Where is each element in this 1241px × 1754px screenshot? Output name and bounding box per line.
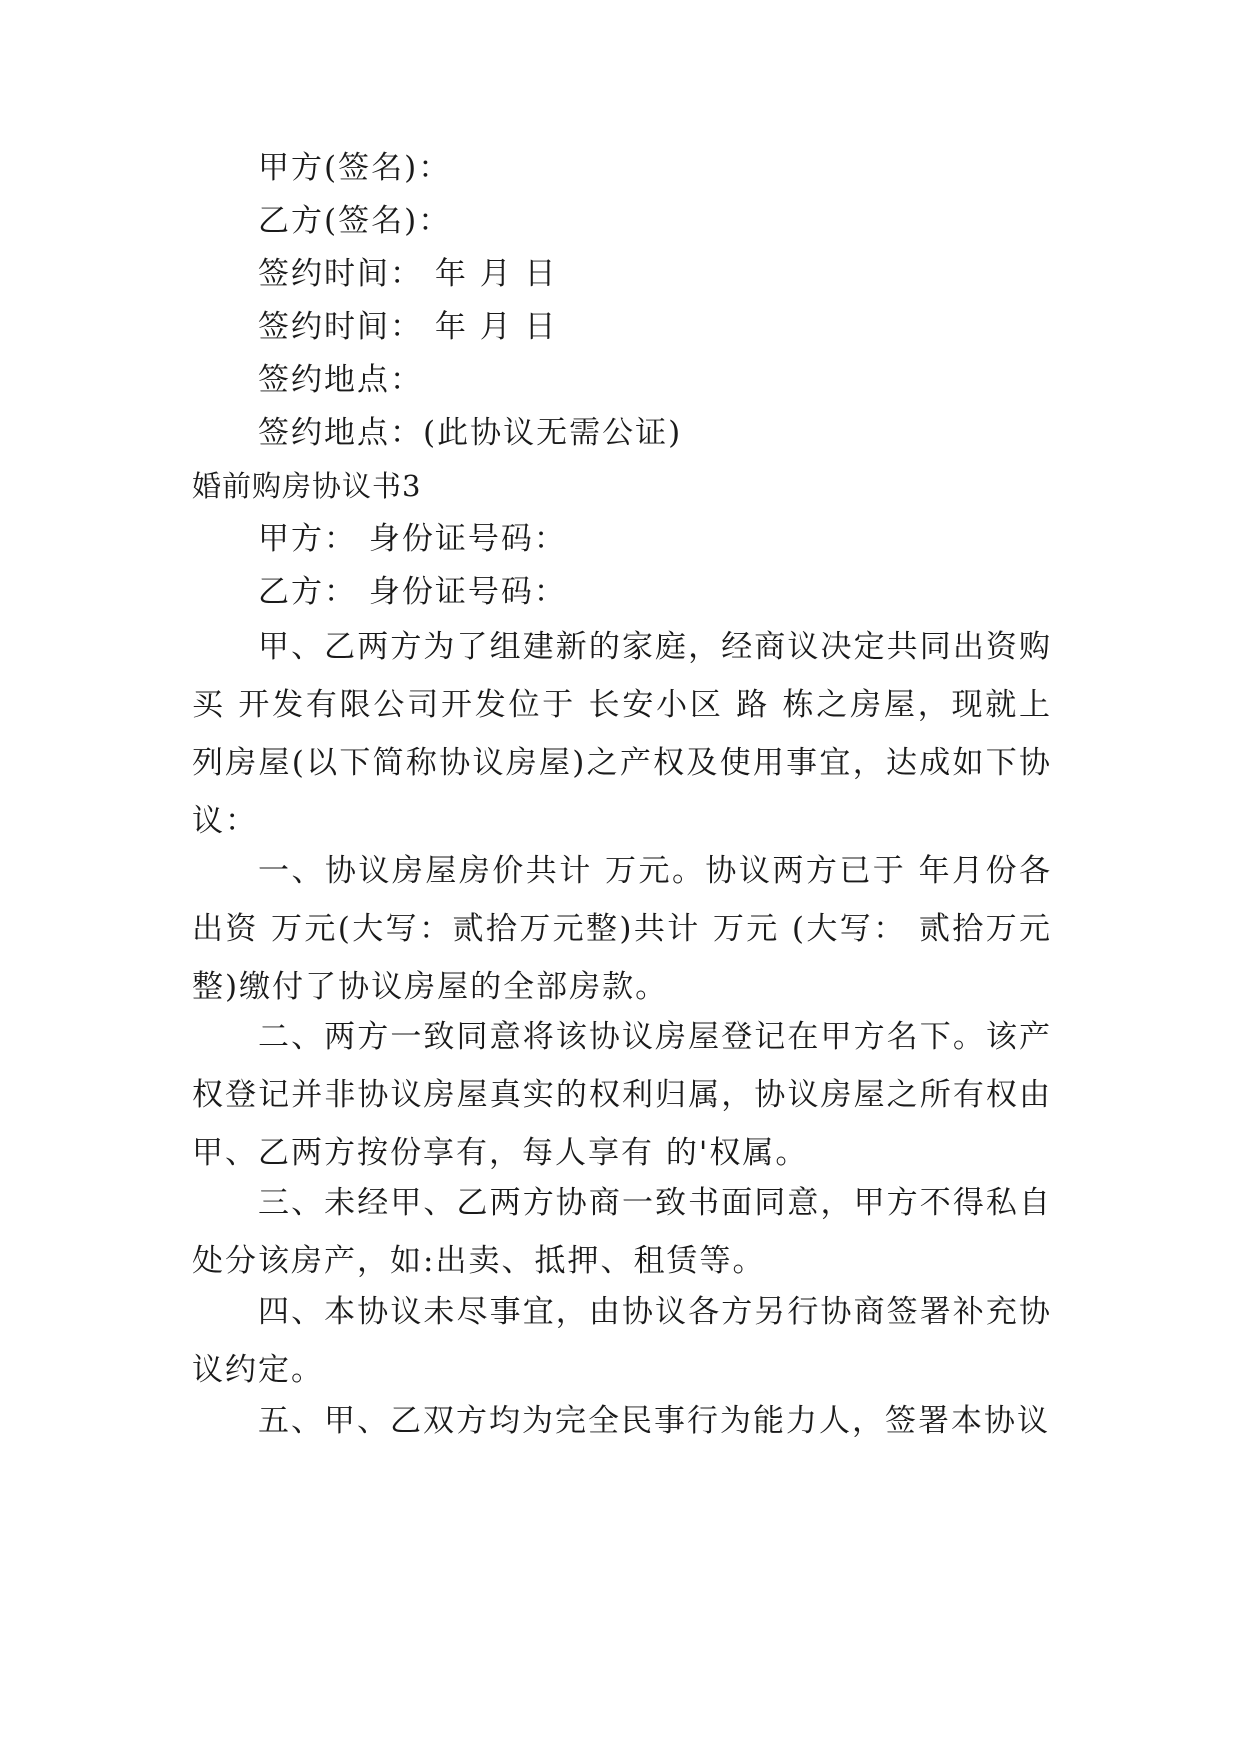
sign-date-line: 签约时间： 年 月 日: [258, 256, 558, 292]
agreement-paragraph: 一、协议房屋房价共计 万元。协议两方已于 年月份各出资 万元(大写：贰拾万元整)共计 万元 (大写： 贰拾万元整)缴付了协议房屋的全部房款。: [192, 853, 1052, 1005]
sign-date-line: 签约时间： 年 月 日: [258, 309, 558, 345]
agreement-paragraph: 二、两方一致同意将该协议房屋登记在甲方名下。该产权登记并非协议房屋真实的权利归属，协议房屋之所有权由甲、乙两方按份享有，每人享有 的'权属。: [192, 1019, 1052, 1171]
party-a-line: 甲方： 身份证号码：: [258, 521, 567, 557]
agreement-paragraph: 三、未经甲、乙两方协商一致书面同意，甲方不得私自处分该房产，如:出卖、抵押、租赁等。: [192, 1185, 1052, 1279]
agreement-paragraph: 五、甲、乙双方均为完全民事行为能力人，签署本协议: [258, 1403, 1050, 1439]
party-b-line: 乙方： 身份证号码：: [258, 574, 567, 610]
party-b-signature-line: 乙方(签名)：: [258, 203, 452, 239]
party-a-signature-line: 甲方(签名)：: [258, 150, 452, 186]
sign-place-line: 签约地点：: [258, 362, 423, 398]
sign-place-line: 签约地点：(此协议无需公证): [258, 415, 683, 451]
agreement-paragraph: 四、本协议未尽事宜，由协议各方另行协商签署补充协议约定。: [192, 1294, 1052, 1388]
agreement-paragraph: 甲、乙两方为了组建新的家庭，经商议决定共同出资购买 开发有限公司开发位于 长安小区 路 栋之房屋，现就上列房屋(以下简称协议房屋)之产权及使用事宜，达成如下协议：: [192, 629, 1052, 839]
section-title: 婚前购房协议书3: [192, 469, 422, 503]
